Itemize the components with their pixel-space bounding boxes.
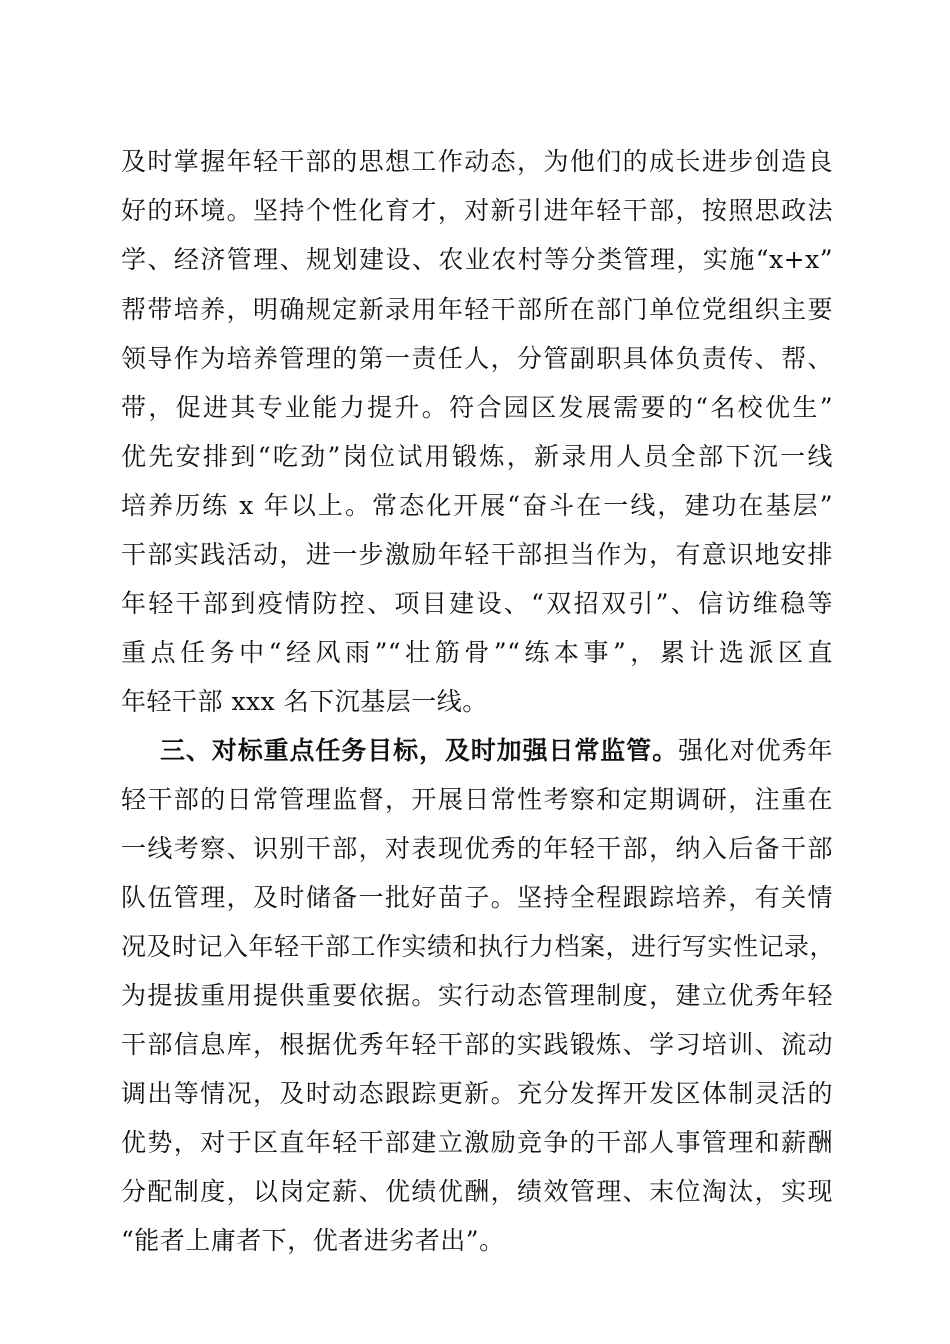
paragraph2-first-line-rest: 强化对优秀年 bbox=[677, 736, 833, 765]
paragraph2-first-line bbox=[160, 731, 833, 771]
section-heading: 三、对标重点任务目标，及时加强日常监管。 bbox=[160, 736, 678, 765]
paragraph1-line-6: 带，促进其专业能力提升。符合园区发展需要的“名校优生” bbox=[121, 393, 833, 422]
paragraph1-line-10: 年轻干部到疫情防控、项目建设、“双招双引”、信访维稳等 bbox=[121, 589, 833, 618]
paragraph1-line-5: 领导作为培养管理的第一责任人，分管副职具体负责传、帮、 bbox=[121, 344, 833, 373]
paragraph1-line-4: 帮带培养，明确规定新录用年轻干部所在部门单位党组织主要 bbox=[121, 295, 833, 324]
paragraph1-line-7: 优先安排到“吃劲”岗位试用锻炼，新录用人员全部下沉一线 bbox=[121, 442, 833, 471]
paragraph1-line-8: 培养历练 x 年以上。常态化开展“奋斗在一线，建功在基层” bbox=[121, 491, 833, 520]
paragraph2-line-3: 一线考察、识别干部，对表现优秀的年轻干部，纳入后备干部 bbox=[121, 834, 833, 863]
paragraph2-line-5: 况及时记入年轻干部工作实绩和执行力档案，进行写实性记录， bbox=[121, 932, 836, 961]
paragraph2-line-9: 优势，对于区直年轻干部建立激励竞争的干部人事管理和薪酬 bbox=[121, 1128, 833, 1157]
paragraph1-line-3: 学、经济管理、规划建设、农业农村等分类管理，实施“x+x” bbox=[121, 245, 833, 274]
paragraph2-line-6: 为提拔重用提供重要依据。实行动态管理制度，建立优秀年轻 bbox=[121, 981, 833, 1010]
paragraph1-line-11: 重点任务中“经风雨”“壮筋骨”“练本事”，累计选派区直 bbox=[121, 638, 833, 667]
paragraph2-line-10: 分配制度，以岗定薪、优绩优酬，绩效管理、末位淘汰，实现 bbox=[121, 1177, 833, 1206]
paragraph2-line-8: 调出等情况，及时动态跟踪更新。充分发挥开发区体制灵活的 bbox=[121, 1079, 833, 1108]
paragraph2-line-7: 干部信息库，根据优秀年轻干部的实践锻炼、学习培训、流动 bbox=[121, 1030, 833, 1059]
paragraph2-line-11: “能者上庸者下，优者进劣者出”。 bbox=[121, 1226, 505, 1255]
paragraph2-line-4: 队伍管理，及时储备一批好苗子。坚持全程跟踪培养，有关情 bbox=[121, 883, 833, 912]
paragraph1-line-2: 好的环境。坚持个性化育才，对新引进年轻干部，按照思政法 bbox=[121, 196, 833, 225]
paragraph2-line-2: 轻干部的日常管理监督，开展日常性考察和定期调研，注重在 bbox=[121, 785, 833, 814]
paragraph1-line-12: 年轻干部 xxx 名下沉基层一线。 bbox=[121, 687, 488, 716]
paragraph1-line-9: 干部实践活动，进一步激励年轻干部担当作为，有意识地安排 bbox=[121, 540, 833, 569]
paragraph1-line-1: 及时掌握年轻干部的思想工作动态，为他们的成长进步创造良 bbox=[121, 147, 833, 176]
